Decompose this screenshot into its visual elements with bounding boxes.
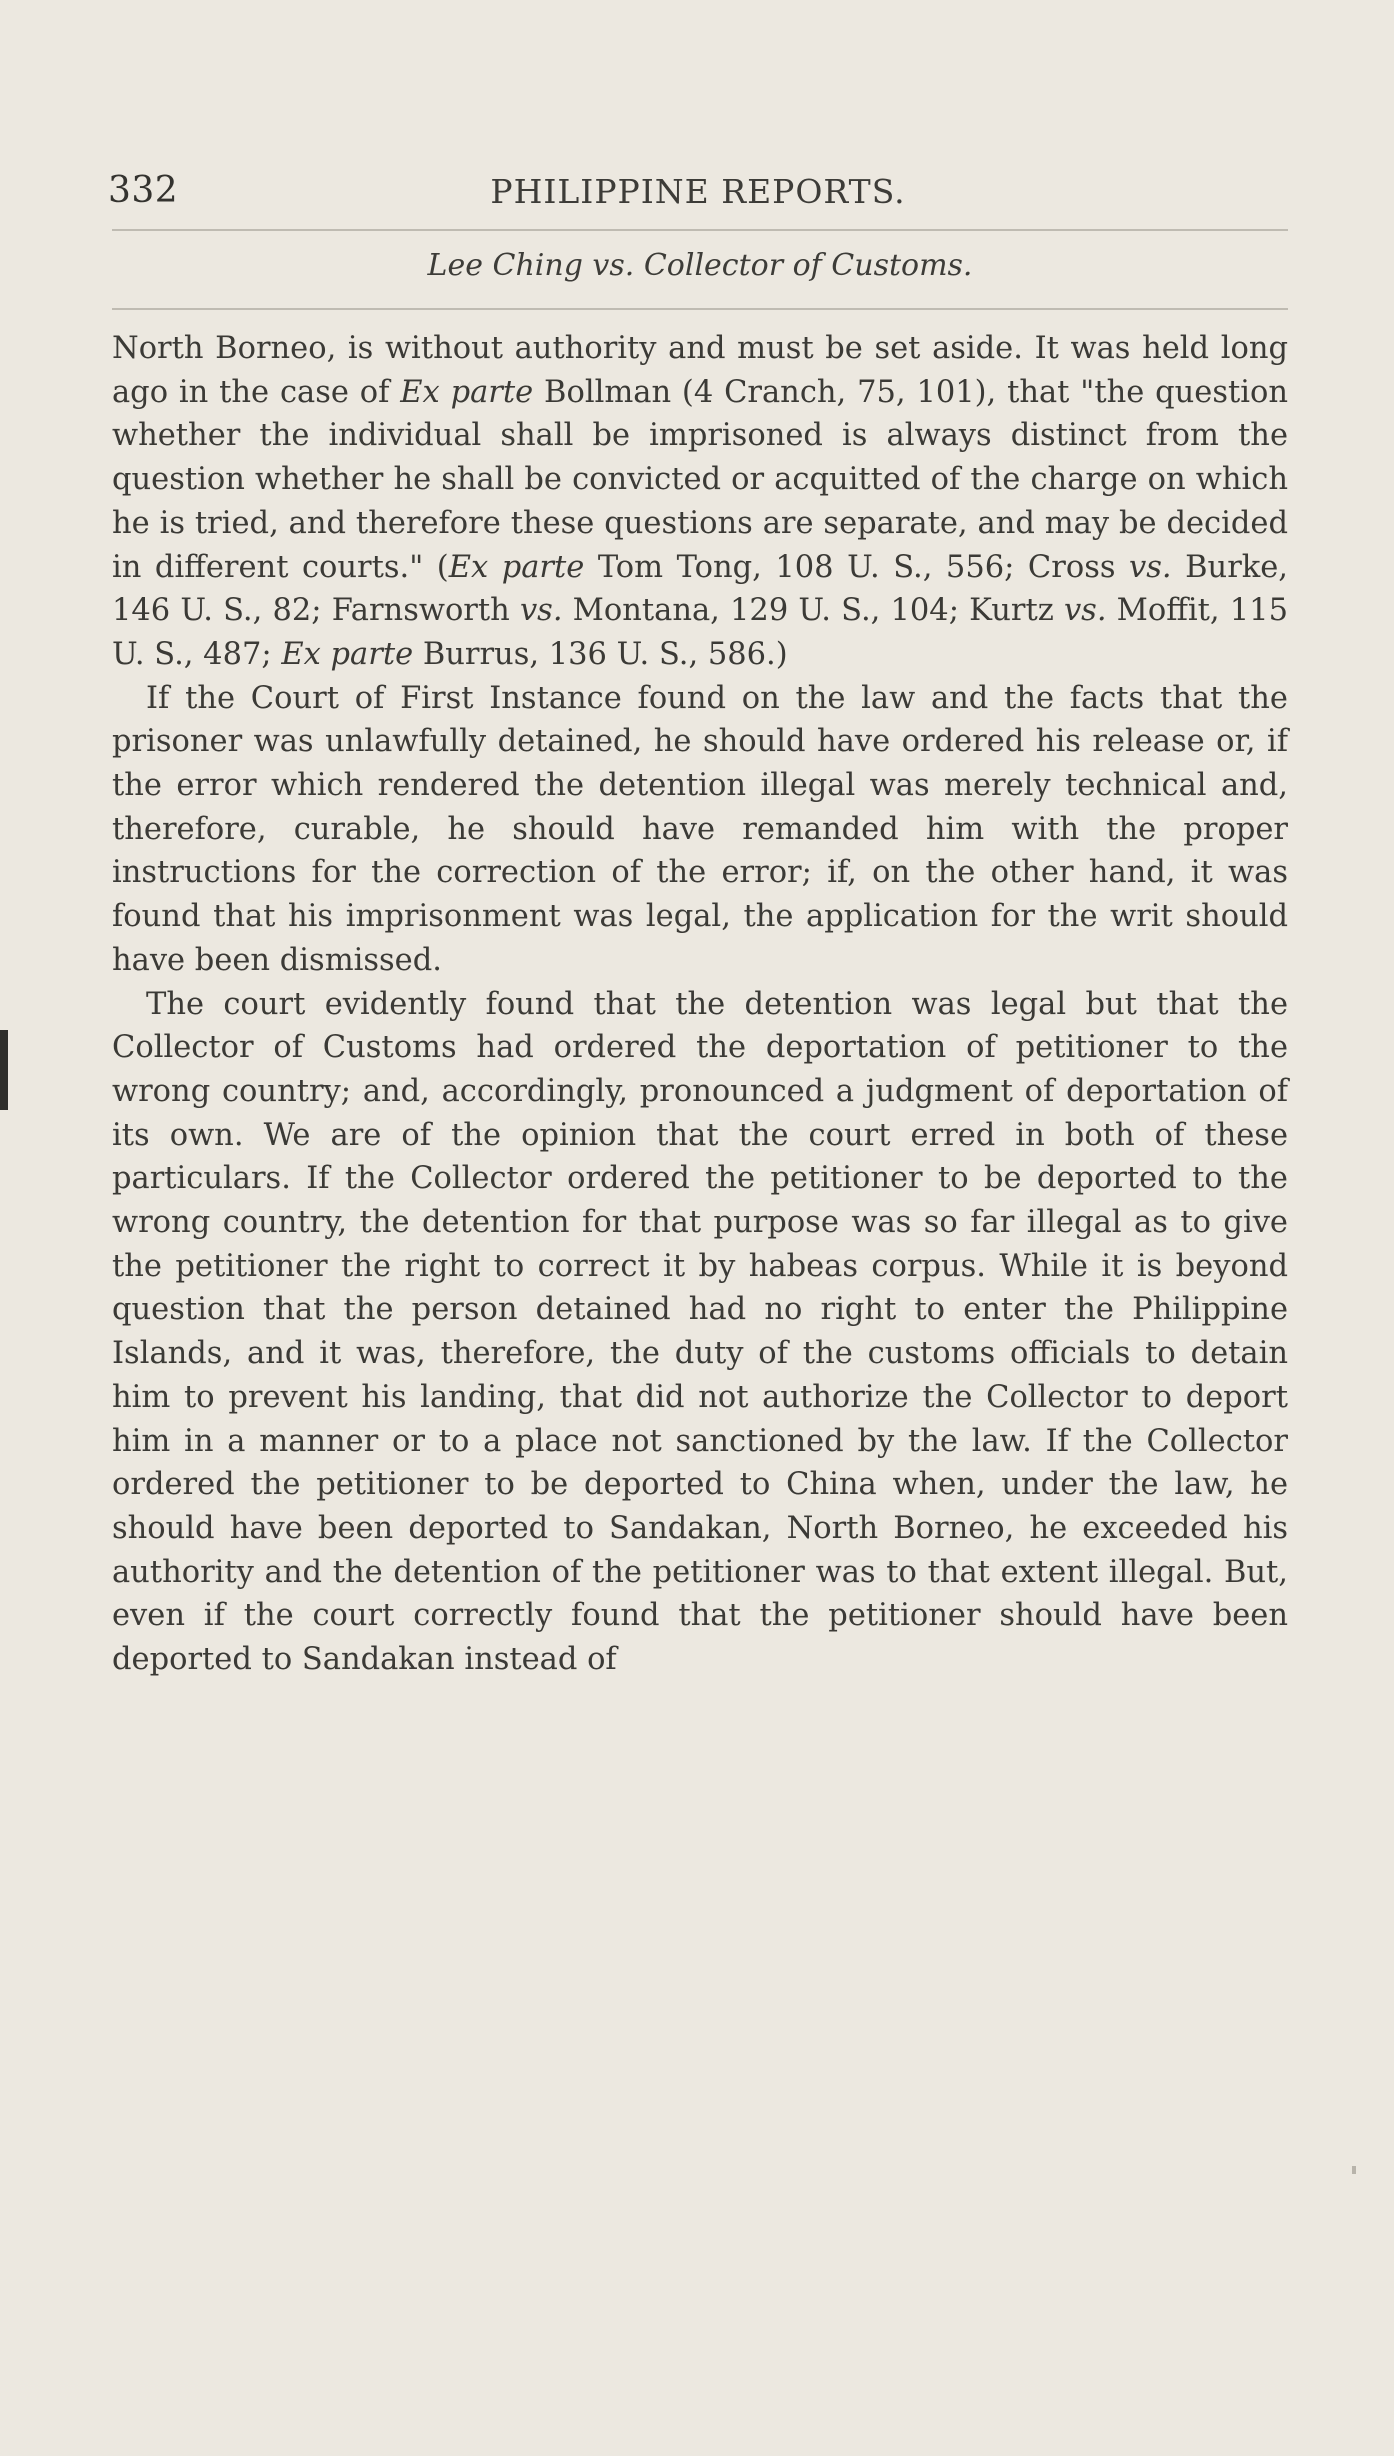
case-title: Lee Ching vs. Collector of Customs. [427,248,973,283]
page-number: 332 [108,170,179,211]
italic-run: vs. [519,593,563,629]
text-run: Montana, 129 U. S., 104; Kurtz [562,593,1064,629]
text-run: North Borneo, is without authority and must be set aside. It was held long ago in the case of [112,331,1288,410]
text-run: Burke, 146 U. S., 82; Farnsworth [112,549,1288,629]
paragraph-2 [112,677,1288,983]
paper-speck [1352,2166,1356,2174]
text-run: If the Court of First Instance found on the law and the facts that the prisoner was unlawfully detained, he should have ordered his release or, if the error which rendered the detention illegal was merely technical and, therefore, curable, he should have remanded him with the proper instructions for the correction of the error; if, on the other hand, it was found that his imprisonment was legal, the application for the writ should have been dismissed. [112,680,1288,978]
text-run: Tom Tong, 108 U. S., 556; Cross [584,549,1130,585]
italic-run: vs. [1129,549,1172,585]
binding-edge-mark [0,1030,8,1110]
paragraph-3 [112,983,1288,1682]
body-text [112,327,1288,1682]
running-title: PHILIPPINE REPORTS. [490,172,906,211]
italic-run: Ex parte [448,549,585,585]
text-run: The court evidently found that the detention was legal but that the Collector of Customs had ordered the deportation of petitioner to the wrong country; and, accordingly, pronounced a judgment of deportation of its own. We are of the opinion that the court erred in both of these particulars. If the Collector ordered the petitioner to be deported to the wrong country, the detention for that purpose was so far illegal as to give the petitioner the right to correct it by habeas corpus. While it is beyond question that the person detained had no right to enter the Philippine Islands, and it was, therefore, the duty of the customs officials to detain him to prevent his landing, that did not authorize the Collector to deport him in a manner or to a place not sanctioned by the law. If the Collector ordered the petitioner to be deported to China when, under the law, he should have been deported to Sandakan, North Borneo, he exceeded his authority and the detention of the petitioner was to that extent illegal. But, even if the court correctly found that the petitioner should have been deported to Sandakan instead of [112,986,1288,1678]
italic-run: vs. [1063,593,1107,629]
text-run: Burrus, 136 U. S., 586.) [413,636,788,672]
paragraph-1 [112,327,1288,677]
page-header [108,170,1288,222]
text-run: Bollman (4 Cranch, 75, 101), that "the question whether the individual shall be imprisoned is always distinct from the question whether he shall be convicted or acquitted of the charge on which he is tried, and therefore these questions are separate, and may be decided in different courts." ( [112,374,1288,585]
text-run: Moffit, 115 U. S., 487; [112,593,1288,672]
italic-run: Ex parte [281,636,414,672]
italic-run: Ex parte [400,374,534,410]
case-title-rule [112,308,1288,310]
header-rule [112,229,1288,231]
